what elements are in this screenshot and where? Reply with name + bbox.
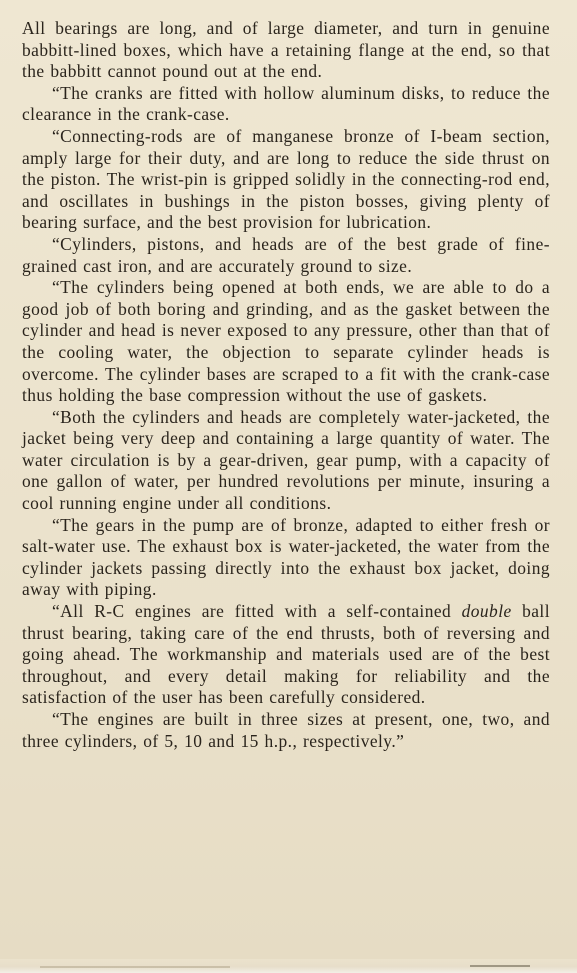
page-bottom-edge xyxy=(0,959,577,973)
paragraph-thrust-bearing xyxy=(22,601,550,709)
paragraph-cylinders-pistons-heads: “Cylinders, pistons, and heads are of the best grade of fine-grained cast iron, and are accurately ground to size. xyxy=(22,233,550,276)
thrust-text-before: “All R-C engines are fitted with a self-contained xyxy=(52,601,462,622)
edge-shadow-left xyxy=(40,966,230,968)
paragraph-bearings: All bearings are long, and of large diameter, and turn in genuine babbitt-lined boxes, which have a retaining flange at the end, so that the babbitt cannot pound out at the end. xyxy=(22,18,550,82)
body-text xyxy=(22,18,550,752)
edge-shadow-right xyxy=(470,965,530,967)
thrust-text-italic: double xyxy=(461,601,512,622)
thrust-text-after: ball thrust bearing, taking care of the end thrusts, both of reversing and going ahead. The workmanship and materials used are of the best throughout, and every detail making for reliability and the satisfaction of the user has been carefully considered. xyxy=(22,601,550,708)
paragraph-water-jacketed: “Both the cylinders and heads are completely water-jacketed, the jacket being very deep and containing a large quantity of water. The water circulation is by a gear-driven, gear pump, with a capacity of one gallon of water, per hundred revolutions per minute, insuring a cool running engine under all conditions. xyxy=(22,406,550,514)
paragraph-engine-sizes: “The engines are built in three sizes at present, one, two, and three cylinders, of 5, 10 and 15 h.p., respectively.” xyxy=(22,709,550,751)
paragraph-connecting-rods: “Connecting-rods are of manganese bronze of I-beam section, amply large for their duty, and are long to reduce the side thrust on the piston. The wrist-pin is gripped solidly in the connecting-rod end, and oscillates in bushings in the piston bosses, giving plenty of bearing surface, and the best provision for lubrication. xyxy=(22,125,550,233)
paragraph-pump-gears: “The gears in the pump are of bronze, adapted to either fresh or salt-water use. The exhaust box is water-jacketed, the water from the cylinder jackets passing directly into the exhaust box jacket, doing away with piping. xyxy=(22,514,550,600)
paragraph-cranks: “The cranks are fitted with hollow aluminum disks, to reduce the clearance in the crank-case. xyxy=(22,82,550,125)
paragraph-cylinders-boring: “The cylinders being opened at both ends, we are able to do a good job of both boring and grinding, and as the gasket between the cylinder and head is never exposed to any pressure, other than that of the cooling water, the objection to separate cylinder heads is overcome. The cylinder bases are scraped to a fit with the crank-case thus holding the base compression without the use of gaskets. xyxy=(22,277,550,406)
